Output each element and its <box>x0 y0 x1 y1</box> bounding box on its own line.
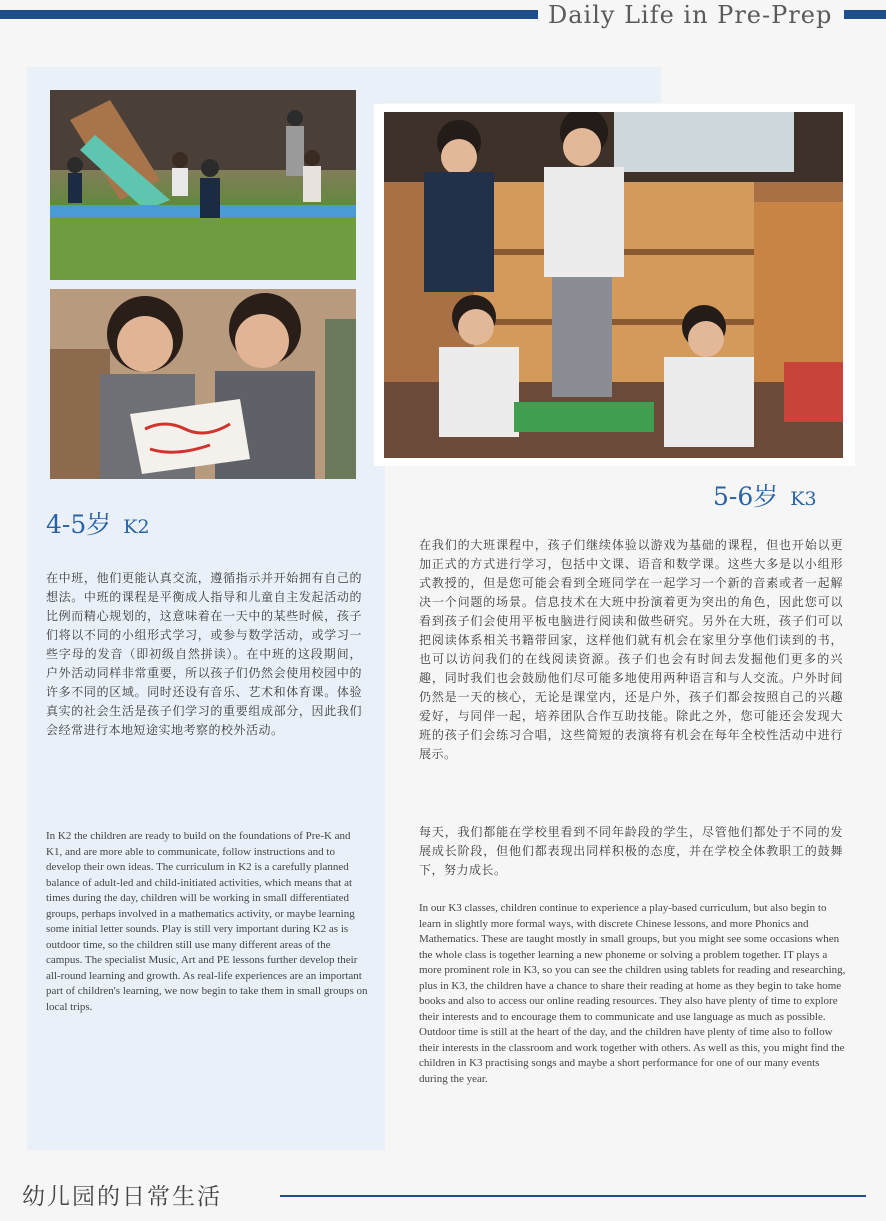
k3-english-text: In our K3 classes, children continue to experience a play-based curriculum, but also begin to learn in slightly more formal ways, with discrete Chinese lessons, and more Phonics and Mathematics. These are taught mostly in small groups, but you might see some occasions when the whole class is together learning a new phoneme or solving a problem together. IT plays a more prominent role in K3, so you can see the children using tablets for reading and researching, plus in K3, the children have a chance to share their reading at home as they begin to take home books and also to access our online reading resources. They also have plenty of time to explore their interests and to encourage them to communicate and use language as much as possible. Outdoor time is still at the heart of the day, and the children have plenty of time also to follow their interests in the classroom and work together with others. As well as this, you might find the children in K3 practising songs and maybe a short performance for one of our many events during the year. <box>419 902 846 1085</box>
header-bar-left <box>0 10 538 19</box>
k2-section-title <box>46 505 150 541</box>
girls-holding-drawing-photo <box>50 289 356 479</box>
boys-playing-photo <box>384 112 843 458</box>
k3-chinese-text-1: 在我们的大班课程中，孩子们继续体验以游戏为基础的课程，但也开始以更加正式的方式进行学习，包括中文课、语音和数学课。这些大多是以小组形式教授的，但是您可能会看到全班同学在一起学习一个新的音素或者一起解决一个问题的场景。信息技术在大班中扮演着更为突出的角色，因此您可以看到孩子们会使用平板电脑进行阅读和做些研究。另外在大班，孩子们可以把阅读体系相关书籍带回家，这样他们就有机会在家里分享他们读到的书，也可以访问我们的在线阅读资源。孩子们也会有时间去发掘他们更多的兴趣，同时我们也会鼓励他们尽可能多地使用两种语言和与人交流。户外时间仍然是一天的核心，无论是课堂内，还是户外，孩子们都会按照自己的兴趣爱好，与同伴一起，培养团队合作互助技能。除此之外，您可能还会发现大班的孩子们会练习合唱，这些简短的表演将有机会在每年全校性活动中进行展示。 <box>419 538 843 761</box>
playground-photo <box>50 90 356 280</box>
footer-rule <box>280 1195 866 1197</box>
k2-chinese-text: 在中班，他们更能认真交流，遵循指示并开始拥有自己的想法。中班的课程是平衡成人指导和儿童自主发起活动的比例而精心规划的，这意味着在一天中的某些时候，孩子们将以不同的小组形式学习，或参与数学活动，或学习一些字母的发音（即初级自然拼读）。在中班的这段期间，户外活动同样非常重要，所以孩子们仍然会使用校园中的许多不同的区域。同时还设有音乐、艺术和体育课。体验真实的社会生活是孩子们学习的重要组成部分，因此我们会经常进行本地短途实地考察的校外活动。 <box>46 571 362 737</box>
panel-top-strip <box>385 67 661 103</box>
k2-tag: K2 <box>123 516 150 538</box>
k3-section-title <box>713 477 817 513</box>
page-header-title: Daily Life in Pre-Prep <box>548 1 833 29</box>
k3-tag: K3 <box>790 488 817 510</box>
footer-title: 幼儿园的日常生活 <box>22 1184 222 1210</box>
k3-chinese-text-2: 每天，我们都能在学校里看到不同年龄段的学生，尽管他们都处于不同的发展成长阶段，但他们都表现出同样积极的态度，并在学校全体教职工的鼓舞下，努力成长。 <box>419 825 843 877</box>
header-bar-right <box>844 10 886 19</box>
k2-english-text: In K2 the children are ready to build on the foundations of Pre-K and K1, and are more able to communicate, follow instructions and to develop their own ideas. The curriculum in K2 is a carefully planned balance of adult-led and child-initiated activities, which means that at times during the day, children will be working in small differentiated groups, perhaps involved in a mathematics activity, or maybe learning some initial letter sounds. Play is still very important during K2 as is outdoor time, so the children still use many different areas of the campus. The specialist Music, Art and PE lessons further develop their all-round learning and growth. As real-life experiences are an important part of children's learning, we now begin to take them in small groups on local trips. <box>46 830 368 1013</box>
k2-age: 4-5岁 <box>46 510 112 539</box>
k3-age: 5-6岁 <box>713 482 779 511</box>
